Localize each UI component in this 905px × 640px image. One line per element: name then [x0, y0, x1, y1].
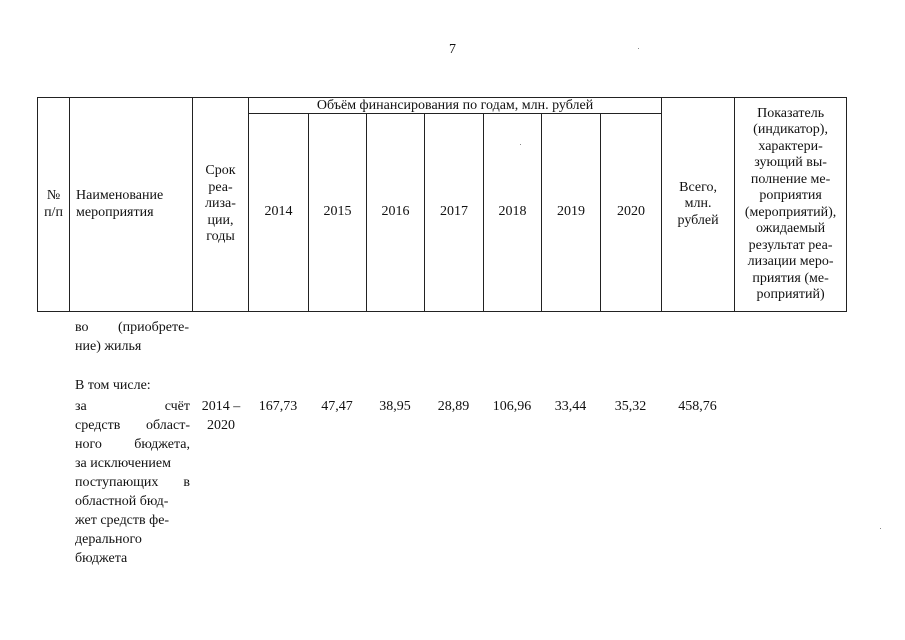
- header-year-2019: 2019: [542, 114, 601, 312]
- value-2018: 106,96: [492, 399, 532, 414]
- row-implementation-period: 2014 – 2020: [201, 399, 241, 433]
- value-2017: 28,89: [437, 399, 470, 414]
- header-funding-by-year: Объём финансирования по годам, млн. рублей: [249, 98, 662, 114]
- header-activity-name: Наименование мероприятия: [70, 98, 193, 312]
- scan-speck: [880, 528, 881, 529]
- header-total: Всего, млн. рублей: [662, 98, 735, 312]
- scan-speck: [520, 144, 521, 145]
- value-2019: 33,44: [554, 399, 587, 414]
- value-2016: 38,95: [379, 399, 411, 414]
- header-year-2018: 2018: [484, 114, 542, 312]
- header-year-2017: 2017: [425, 114, 484, 312]
- page-number: 7: [449, 42, 456, 57]
- value-total: 458,76: [678, 399, 717, 414]
- header-year-2016: 2016: [367, 114, 425, 312]
- value-2020: 35,32: [614, 399, 647, 414]
- header-year-2014: 2014: [249, 114, 309, 312]
- sub-heading: В том числе:: [75, 378, 151, 393]
- value-2014: 167,73: [258, 399, 298, 414]
- scan-speck: [638, 48, 639, 49]
- header-year-2015: 2015: [309, 114, 367, 312]
- funding-source-description: за счёт средств област- ного бюджета, за исключением поступающих в областной бюд- жет средств фе- дерального бюджета: [75, 399, 190, 566]
- header-year-2020: 2020: [601, 114, 662, 312]
- header-implementation-period: Срок реа- лиза- ции, годы: [193, 98, 249, 312]
- continued-activity-text: во (приобрете- ние) жилья: [75, 320, 189, 354]
- header-row-number: № п/п: [38, 98, 70, 312]
- funding-table-header: [37, 97, 847, 312]
- value-2015: 47,47: [321, 399, 353, 414]
- header-indicator: Показатель (индикатор), характери- зующий вы- полнение ме- роприятия (мероприятий), ожидаемый результат реа- лизации меро- приятия (ме- роприятий): [735, 98, 847, 312]
